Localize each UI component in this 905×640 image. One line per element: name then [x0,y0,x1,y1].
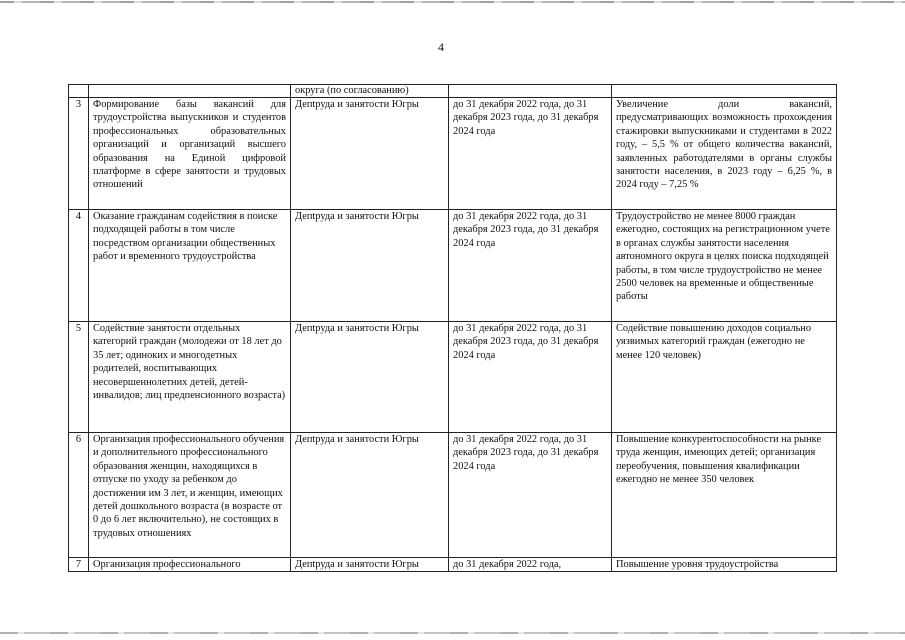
table-row [69,98,837,210]
measures-table [68,84,837,572]
cell-name: Формирование базы вакансий для трудоустройства выпускников и студентов профессиональных образовательных организаций и организаций высшего образования на Единой цифровой платформе в сфере занятости и трудовых отношений [89,98,291,210]
table-row [69,322,837,433]
cell-num [69,85,89,98]
cell-deadline: до 31 декабря 2022 года, до 31 декабря 2023 года, до 31 декабря 2024 года [449,433,612,558]
page-number: 4 [438,40,444,54]
scan-edge-top [0,1,905,3]
cell-result: Увеличение доли вакансий, предусматривающих возможность прохождения стажировки выпускниками и студентами в 2022 году, – 5,5 % от общего количества вакансий, заявленных работодателями в органы службы занятости населения, в 2023 году – 6,25 %, в 2024 году – 7,25 % [612,98,837,210]
cell-num: 4 [69,210,89,322]
cell-result: Трудоустройство не менее 8000 граждан ежегодно, состоящих на регистрационном учете в органах службы занятости населения автономного округа в целях поиска подходящей работы, в том числе трудоустройство не менее 2500 человек на временные и общественные работы [612,210,837,322]
cell-name: Организация профессионального обучения и дополнительного профессионального образования женщин, находящихся в отпуске по уходу за ребенком до достижения им 3 лет, и женщин, имеющих детей дошкольного возраста (в возрасте от 0 до 6 лет включительно), не состоящих в трудовых отношениях [89,433,291,558]
cell-executor: Депtруда и занятости Югры [291,558,449,572]
cell-executor: Депtруда и занятости Югры [291,322,449,433]
cell-result [612,85,837,98]
cell-deadline: до 31 декабря 2022 года, до 31 декабря 2023 года, до 31 декабря 2024 года [449,210,612,322]
table-row [69,210,837,322]
cell-result: Содействие повышению доходов социально уязвимых категорий граждан (ежегодно не менее 120 человек) [612,322,837,433]
cell-result: Повышение конкурентоспособности на рынке труда женщин, имеющих детей; организация переобучения, повышения квалификации ежегодно не менее 350 человек [612,433,837,558]
table-row [69,433,837,558]
cell-name: Содействие занятости отдельных категорий граждан (молодежи от 18 лет до 35 лет; одиноких и многодетных родителей, воспитывающих несовершеннолетних детей, детей-инвалидов; лиц предпенсионного возраста) [89,322,291,433]
cell-deadline [449,85,612,98]
cell-deadline: до 31 декабря 2022 года, до 31 декабря 2023 года, до 31 декабря 2024 года [449,322,612,433]
cell-result: Повышение уровня трудоустройства [612,558,837,572]
cell-executor: округа (по согласованию) [291,85,449,98]
scan-edge-bottom [0,632,905,634]
cell-num: 6 [69,433,89,558]
cell-executor: Депtруда и занятости Югры [291,98,449,210]
cell-deadline: до 31 декабря 2022 года, [449,558,612,572]
cell-num: 3 [69,98,89,210]
cell-executor: Депtруда и занятости Югры [291,433,449,558]
table-row-continued [69,85,837,98]
cell-name: Оказание гражданам содействия в поиске подходящей работы в том числе посредством организации общественных работ и временного трудоустройства [89,210,291,322]
cell-executor: Депtруда и занятости Югры [291,210,449,322]
cell-name: Организация профессионального [89,558,291,572]
cell-name [89,85,291,98]
cell-num: 5 [69,322,89,433]
table-row [69,558,837,572]
cell-num: 7 [69,558,89,572]
cell-deadline: до 31 декабря 2022 года, до 31 декабря 2023 года, до 31 декабря 2024 года [449,98,612,210]
